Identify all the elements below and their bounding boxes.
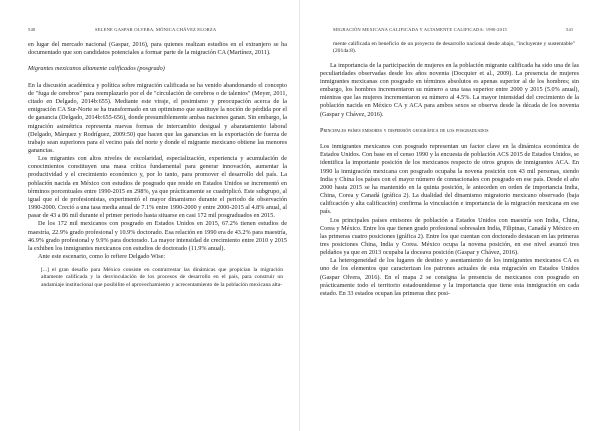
paragraph-heterogeneidad: La heterogeneidad de los lugares de destino y asentamiento de los inmigrantes mexicanos CA es uno de los elementos que caracterizan los patrones actuales de esta migración en Estados Unidos (Gaspar Olvera, 2016). En el mapa 2 se consigna la presencia de mexicanos con posgrado en prácticamente todo el territorio estadounidense y la importancia que tiene esta inmigración en cada estado. En 33 estados ocupan las primeras diez posi-	[320, 257, 579, 297]
paragraph-escolaridad: Los migrantes con altos niveles de escolaridad, especialización, experiencia y acumulación de conocimientos constituyen una masa crítica fundamental para generar innovación, aumentar la productividad y el crecimiento económico y, por lo tanto, para promover el desarrollo del país. La población nacida en México con estudios de posgrado que reside en Estados Unidos se incrementó en términos porcentuales entre 1990-2015 en 298%, ya que prácticamente se cuadriplicó. Este subgrupo, al igual que el de profesionistas, experimentó el mayor dinamismo durante el periodo de observación 1990-2000. Creció a una tasa media anual de 7.1% entre 1990-2000 y entre 2000-2015 al 4.8% anual, al pasar de 43 a 86 mil durante el primer periodo hasta situarse en casi 172 mil posgraduados en 2015.	[28, 155, 287, 220]
right-page-body	[320, 41, 579, 298]
paragraph-172-mil: De los 172 mil mexicanos con posgrado en Estados Unidos en 2015, 67.2% tienen estudios de maestría, 22.9% grado profesional y 10.9% doctorado. Esa relación en 1990 era de 43.2% para maestría, 46.9% grado profesional y 9.9% para doctorado. La mayor intensidad de crecimiento entre 2010 y 2015 la exhiben los inmigrantes mexicanos con estudios de doctorado (11.9% anual).	[28, 220, 287, 252]
right-running-head-title: MIGRACIÓN MEXICANA CALIFICADA Y ALTAMENTE CALIFICADA: 1990-2015	[333, 27, 507, 32]
section-heading-paises: Principales países emisores y dispersión geográfica de los posgraduados	[320, 126, 489, 134]
block-quote: [...] el gran desafío para México consiste en contrarrestar las dinámicas que propician la migración altamente calificada y la desvinculación de los procesos de desarrollo en el país, para construir un andamiaje institucional que posibilite el aprovechamiento y acrecentamiento de la población mexicana alta-	[41, 267, 283, 288]
right-page-number: 541	[566, 27, 574, 32]
paragraph-delgado-intro: Ante este escenario, como lo refiere Delgado Wise:	[38, 253, 166, 261]
right-page	[300, 0, 600, 431]
left-page-number: 540	[28, 27, 36, 32]
paragraph-fuga-cerebros: En la discusión académica y política sobre migración calificada se ha venido abandonando el concepto de "fuga de cerebros" para reemplazarlo por el de "circulación de cerebros o de talentos" (Meyer, 2011, citado en Delgado, 2014b:655). Mediante este viraje, el pesimismo y preocupación acerca de la emigración CA Sur-Norte se ha transformado en un optimismo que sustituye la noción de pérdida por el de ganancia (Delgado, 2014b:655-656), donde presumiblemente ambas naciones ganan. Sin embargo, la migración asimétrica representa nuevas formas de intercambio desigual y abaratamiento laboral (Delgado, Márquez y Rodríguez, 2009:50) que hacen que las ganancias en la exportación de fuerza de trabajo sean superiores para el vecino país del norte y donde el migrante mexicano obtiene las menores ganancias.	[28, 81, 287, 154]
paragraph-mujeres: La importancia de la participación de mujeres en la población migrante calificada ha sido una de las peculiaridades observadas desde los años noventa (Docquier et al., 2009). La presencia de mujeres inmigrantes mexicanas con posgrado en términos absolutos es apenas superior al de los hombres; sin embargo, los hombres incrementaron su número a una tasa superior entre 2000 y 2015 (5.0% anual), mientras que las mujeres incrementaron su número al 4.5%. La mayor intensidad del crecimiento de la población nacida en México CA y ACA para ambos sexos se observa desde la década de los noventa (Gaspar y Chávez, 2016).	[320, 61, 579, 118]
left-page-body	[28, 41, 287, 289]
paragraph-factor-clave: Los inmigrantes mexicanos con posgrado representan un factor clave en la dinámica económica de Estados Unidos. Con base en el censo 1990 y la encuesta de población ACS 2015 de Estados Unidos, se identifica la importante posición de los mexicanos respecto de otros grupos de inmigrantes ACA. En 1990 la inmigración mexicana con posgrado ocupaba la novena posición con 43 mil personas, siendo India y China los países con el mayor número de connacionales con posgrado en ese país. Desde el año 2000 hasta 2015 se ha mantenido en la quinta posición, le anteceden en orden de importancia India, China, Corea y Canadá (gráfica 2). La dualidad del dinamismo migratorio mexicano observado (baja calificación y alta calificación) confirma la vinculación e importancia de la migración mexicana en ese país.	[320, 143, 579, 216]
block-quote-continued: mente calificada en beneficio de un proyecto de desarrollo nacional desde abajo, "incluyente y sustentable" (2014a:8).	[333, 41, 575, 55]
paragraph-paises-emisores: Los principales países emisores de población a Estados Unidos con maestría son India, China, Corea y México. Entre los que tienen grado profesional sobresalen India, Filipinas, Canadá y México en las primeras cuatro posiciones (gráfica 2). Entre los que cuentan con doctorado destacan en las primeras tres posiciones China, India y Corea. México ocupa la novena posición, en ese nivel avanzó tres peldaños ya que en 2013 ocupaba la doceava posición (Gaspar y Chávez, 2016).	[320, 216, 579, 257]
left-running-head-authors: SELENE GASPAR OLVERA, MÓNICA CHÁVEZ ELORZA	[95, 27, 217, 32]
subheading-posgrado: Migrantes mexicanos altamente calificados (posgrado)	[28, 65, 165, 73]
paragraph-continued: en lugar del mercado nacional (Gaspar, 2016), para quienes realizan estudios en el extranjero se ha documentado que son candidatos potenciales a formar parte de la migración CA (Martínez, 2011).	[28, 41, 287, 57]
